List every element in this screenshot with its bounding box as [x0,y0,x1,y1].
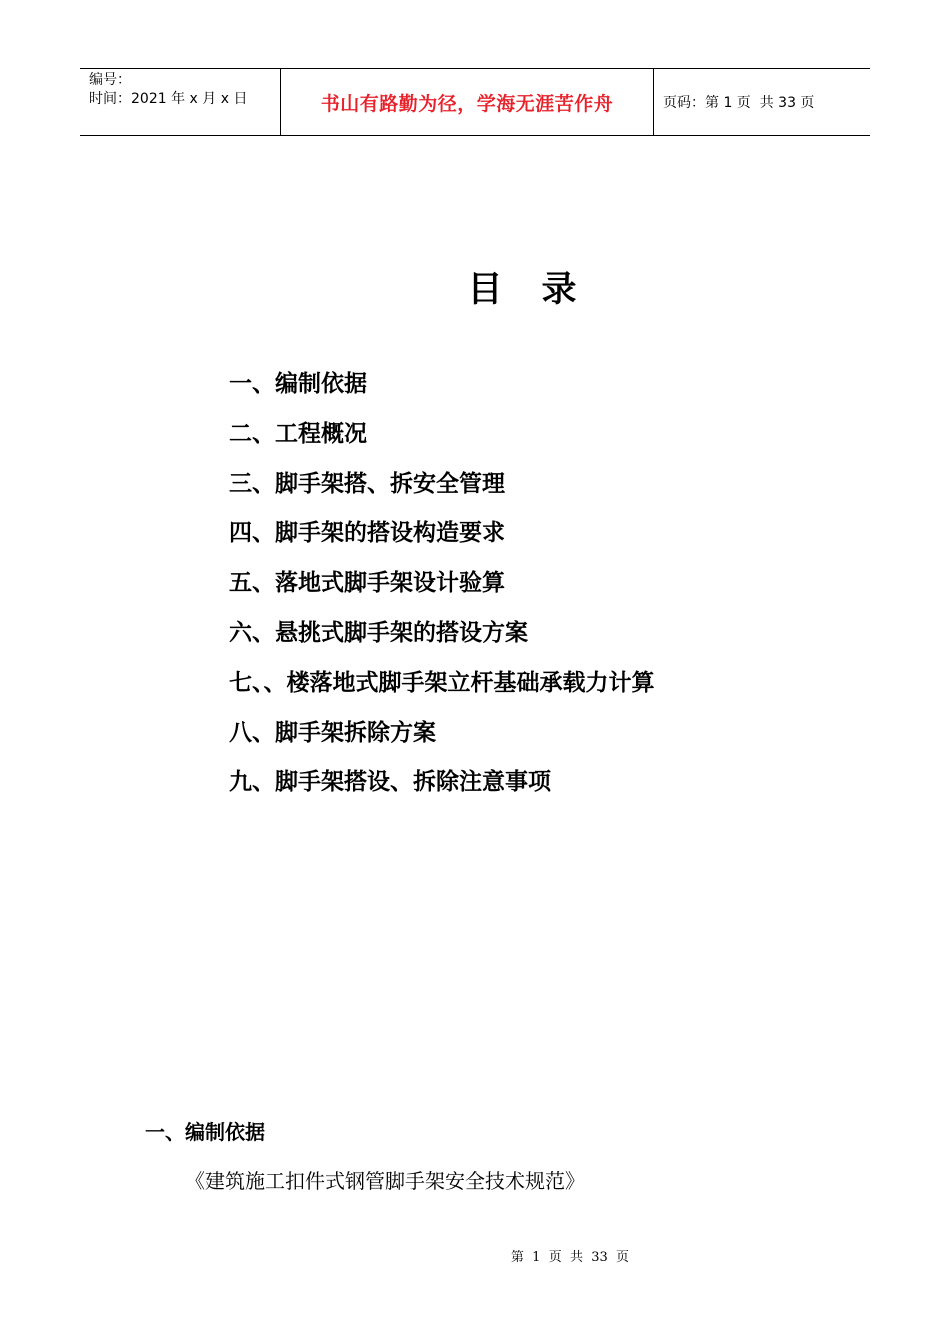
toc-item: 六、悬挑式脚手架的搭设方案 [229,619,528,646]
header-motto-cell [281,69,654,135]
toc-item: 一、编制依据 [229,371,367,397]
toc-title: 目 录 [467,270,579,310]
table-of-contents [229,367,655,815]
toc-item: 三、脚手架搭、拆安全管理 [229,470,505,497]
page-header [80,68,870,136]
section-body-text: 《建筑施工扣件式钢管脚手架安全技术规范》 [185,1169,585,1193]
header-page-info: 页码：第 1 页 共 33 页 [663,95,815,111]
page-footer: 第 1 页 共 33 页 [510,1250,630,1265]
header-motto: 书山有路勤为径，学海无涯苦作舟 [320,92,614,115]
header-page-cell [654,69,870,135]
header-meta-cell [80,69,281,135]
toc-item: 四、脚手架的搭设构造要求 [229,520,505,547]
section-heading: 一、编制依据 [145,1120,265,1144]
toc-item: 五、落地式脚手架设计验算 [229,570,505,597]
toc-item: 七、、楼落地式脚手架立杆基础承载力计算 [229,669,655,696]
toc-item: 二、工程概况 [229,420,367,447]
document-time-label: 时间：2021 年 x 月 x 日 [89,91,248,107]
toc-item: 八、脚手架拆除方案 [229,719,436,746]
document-number-label: 编号： [89,72,131,88]
toc-item: 九、脚手架搭设、拆除注意事项 [229,769,551,796]
